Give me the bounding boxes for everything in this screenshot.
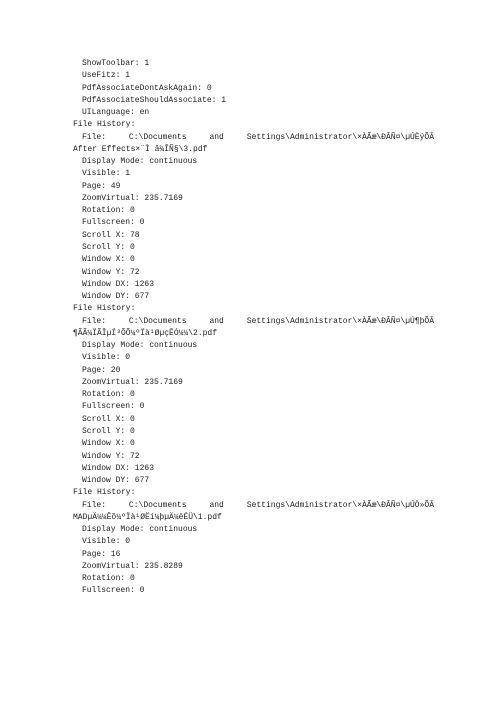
text-line: Visible: 0	[82, 353, 131, 363]
text-line: ¶ÃÃ¼ÏÃÎµÍ³ÕÕ¼ºÏà¹ØµçÊÓ¼¼\2.pdf	[73, 328, 218, 338]
text-line: Window Y: 72	[82, 451, 140, 461]
text-line: Fullscreen: 0	[82, 586, 145, 596]
text-line: Page: 16	[82, 549, 121, 559]
text-line: ZoomVirtual: 235.7169	[82, 377, 183, 387]
text-line: Fullscreen: 0	[82, 402, 145, 412]
text-line: File History:	[73, 120, 136, 130]
text-line: ZoomVirtual: 235.7169	[82, 193, 183, 203]
text-line: File: C:\Documents and Settings\Administrator\×ÀÃæ\ÐÂÑ¤\µÚÒ»ÕÂ	[82, 500, 434, 510]
text-line: UILanguage: en	[82, 108, 150, 118]
text-line: After Effects×¨Ì â¾ÎÑ§\3.pdf	[73, 144, 208, 154]
text-line: Display Mode: continuous	[82, 341, 198, 351]
text-line: File: C:\Documents and Settings\Administrator\×ÀÃæ\ÐÂÑ¤\µÚÈýÕÂ	[82, 132, 434, 142]
settings-text-block	[73, 58, 473, 598]
text-line: Page: 20	[82, 365, 121, 375]
text-line: Window Y: 72	[82, 267, 140, 277]
text-line: File History:	[73, 488, 136, 498]
text-line: Window DX: 1263	[82, 463, 155, 473]
text-line: Scroll X: 0	[82, 414, 135, 424]
text-line: Rotation: 0	[82, 390, 135, 400]
text-line: ZoomVirtual: 235.8289	[82, 561, 183, 571]
text-line: Scroll Y: 0	[82, 426, 135, 436]
text-line: Display Mode: continuous	[82, 525, 198, 535]
text-line: Scroll X: 78	[82, 230, 140, 240]
text-line: Visible: 1	[82, 169, 131, 179]
text-line: ShowToolbar: 1	[82, 59, 150, 68]
text-line: Rotation: 0	[82, 574, 135, 584]
text-line: Scroll Y: 0	[82, 242, 135, 252]
text-line: MADµÄ¼¼Êõ¼ºÏà¹ØËí¼þµÄ¼ëÉÜ\1.pdf	[73, 512, 222, 522]
text-line: Window DY: 677	[82, 476, 150, 486]
text-line: Page: 49	[82, 181, 121, 191]
text-line: Window DX: 1263	[82, 279, 155, 289]
text-line: Window X: 0	[82, 439, 135, 449]
text-line: Fullscreen: 0	[82, 218, 145, 228]
text-line: File: C:\Documents and Settings\Administrator\×ÀÃæ\ÐÂÑ¤\µÚ¶þÕÂ	[82, 316, 434, 326]
text-line: File History:	[73, 304, 136, 314]
text-line: Window X: 0	[82, 255, 135, 265]
text-line: Visible: 0	[82, 537, 131, 547]
text-line: Display Mode: continuous	[82, 157, 198, 167]
text-line: PdfAssociateShouldAssociate: 1	[82, 95, 227, 105]
text-line: UseFitz: 1	[82, 71, 131, 81]
text-line: Rotation: 0	[82, 206, 135, 216]
text-line: PdfAssociateDontAskAgain: 0	[82, 83, 212, 93]
text-line: Window DY: 677	[82, 292, 150, 302]
